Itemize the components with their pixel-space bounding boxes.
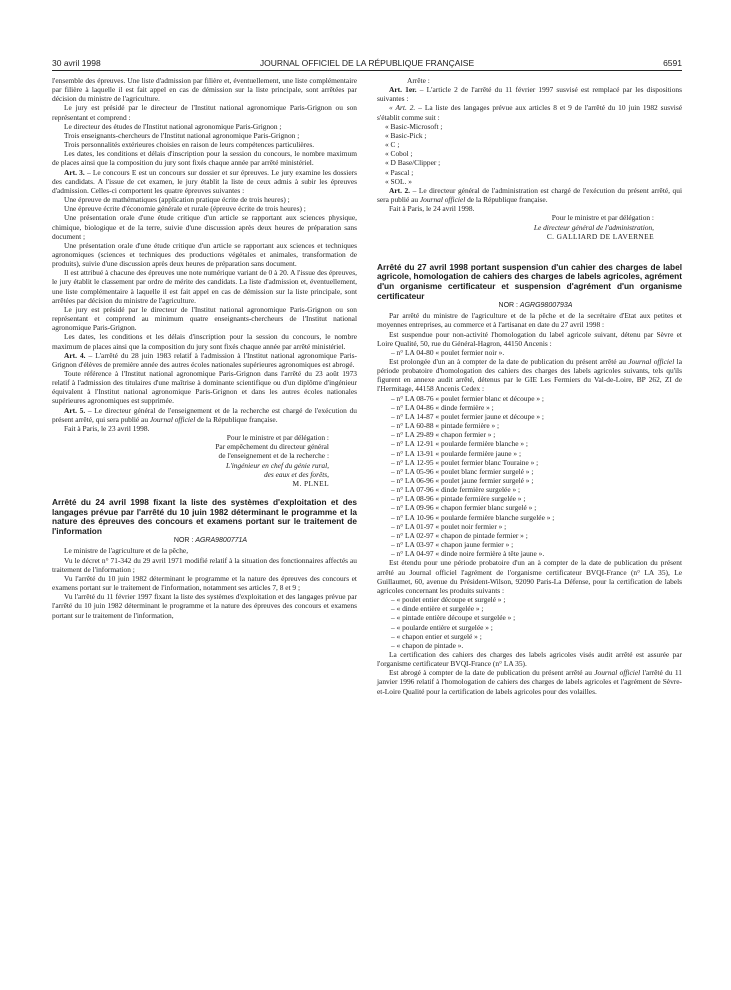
list-item: – n° LA 06-96 « poulet jaune fermier surgelé » ; — [391, 476, 534, 485]
article-label: Art. 3. — [64, 167, 85, 177]
nor-reference — [52, 536, 357, 546]
paragraph: Vu l'arrêté du 11 février 1997 fixant la liste des systèmes d'exploitation et des langages prévue par l'arrêté du 10 juin 1982 déterminant le programme et la nature des épreuves des concours et examens portant sur le traitement de l'information, — [52, 592, 357, 620]
quoted-article-text: – La liste des langages prévue aux articles 8 et 9 de l'arrêté du 10 juin 1982 susvisé s'établit comme suit : — [377, 103, 682, 122]
article-label: Art. 2. — [389, 185, 411, 195]
journal-officiel-italic: Journal officiel — [628, 356, 675, 366]
list-item: – n° LA 04-86 « dinde fermière » ; — [391, 402, 494, 412]
paragraph: Il est attribué à chacune des épreuves une note numérique variant de 0 à 20. A l'issue des épreuves, le jury établit le classement par ordre de mérite des candidats. La liste d'admission et, éventuellement, une liste complémentaire à laquelle il est fait appel en cas de démission sur la liste principale, sont arrêtées par décision du ministre de l'agriculture. — [52, 268, 357, 305]
paragraph — [377, 357, 682, 394]
arrete-heading: Arrête : — [407, 76, 430, 85]
paragraph: Par arrêté du ministre de l'agriculture et de la pêche et de la secrétaire d'Etat aux petites et moyennes entreprises, au commerce et à l'artisanat en date du 27 avril 1998 : — [377, 311, 682, 330]
article-label: Art. 1er. — [389, 85, 417, 95]
paragraph: La certification des cahiers des charges des labels agricoles visés audit arrêté est assurée par l'organisme certificateur BVQI-France (n° LA 35). — [377, 649, 682, 669]
list-item: – « poulet entier découpe et surgelé » ; — [391, 595, 506, 605]
article-4 — [52, 351, 357, 369]
list-item: – « chapon de pintade ». — [391, 640, 464, 650]
left-column — [52, 76, 357, 620]
list-item: – « poularde entière et surgelée » ; — [391, 622, 493, 632]
signature-date: Fait à Paris, le 24 avril 1998. — [389, 204, 475, 214]
nor-label: NOR : — [173, 537, 196, 545]
article-5 — [52, 406, 357, 424]
list-item: « Pascal ; — [385, 167, 414, 177]
paragraph: Trois personnalités extérieures choisies en raison de leurs compétences particulières. — [64, 140, 315, 150]
paragraph-text: l'arrêté du 11 janvier 1996 relatif à l'homologation de cahiers des charges de labels agricoles et l'agrément de Sèvre-et-Loire Qualité pour la certification de labels agricoles pour des volailles. — [377, 668, 682, 696]
article-1 — [377, 85, 682, 103]
article-text: de la République française. — [195, 414, 278, 424]
list-item: « Basic-Pick ; — [385, 130, 427, 140]
list-item: – n° LA 29-89 « chapon fermier » ; — [391, 430, 496, 440]
list-item: – n° LA 01-97 « poulet noir fermier » ; — [391, 521, 507, 531]
list-item: « SOL. » — [385, 176, 412, 186]
right-column — [377, 76, 682, 696]
list-item: – n° LA 05-96 « poulet blanc fermier surgelé » ; — [391, 466, 534, 476]
language-list — [377, 122, 682, 186]
list-item: « C ; — [385, 140, 400, 150]
article-text: – L'article 2 de l'arrêté du 11 février 1997 susvisé est remplacé par les dispositions suivantes : — [377, 85, 683, 104]
paragraph: Toute référence à l'Institut national agronomique Paris-Grignon dans l'arrêté du 23 août 1973 relatif à l'admission des titulaires d'une maîtrise à dominante scientifique ou d'un diplôme d'ingénieur équivalent à l'Institut national agronomique Paris-Grignon et dans les autres écoles nationales supérieures agronomiques est supprimée. — [52, 369, 357, 406]
article-text: – Le directeur général de l'administration est chargé de l'exécution du présent arrêté, qui sera publié au — [377, 185, 682, 205]
decree-title: Arrêté du 27 avril 1998 portant suspension d'un cahier des charges de label agricole, homologation de cahiers des charges de labels agricoles, agrément d'un organisme certificateur et suspension d'agrément d'un organisme certificateur — [377, 261, 682, 301]
article-text: de la République française. — [465, 195, 548, 205]
journal-officiel-italic: Journal officiel — [594, 668, 641, 678]
paragraph: Le jury est présidé par le directeur de l'Institut national agronomique Paris-Grignon ou son représentant et comprend : — [52, 103, 357, 122]
paragraph: Le ministre de l'agriculture et de la pêche, — [64, 546, 189, 556]
list-item: – n° LA 13-91 « poularde fermière jaune » ; — [391, 448, 521, 458]
article-2 — [377, 186, 682, 204]
list-item: « Cobol ; — [385, 149, 413, 159]
spacer — [377, 241, 682, 263]
list-item: – n° LA 12-91 « poularde fermière blanche » ; — [391, 439, 528, 449]
paragraph: Le directeur des études de l'Institut national agronomique Paris-Grignon ; — [64, 121, 282, 131]
list-item: – n° LA 08-76 « poulet fermier blanc et découpe » ; — [391, 393, 544, 403]
paragraph-text: la période probatoire d'homologation des cahiers des charges des labels agricoles suivants, tels qu'ils figurent en annexe audit arrêté, détenus par le GIE Les Fermiers du Val-de-Loire, BP 262, ZI de l'Hermitage, 44158 Ancenis Cedex : — [377, 356, 682, 394]
nor-code: AGRG9800793A — [519, 302, 573, 310]
decree-title: Arrêté du 24 avril 1998 fixant la liste des systèmes d'exploitation et des langages prévue par l'arrêté du 10 juin 1982 déterminant le programme et la nature des épreuves des concours et examens portant sur le traitement de l'information — [52, 497, 357, 536]
quoted-article-label: « Art. 2. — [389, 103, 416, 113]
article-text: – Le directeur général de l'enseignement et de la recherche est chargé de l'exécution du présent arrêté, qui sera publié au — [52, 405, 357, 424]
list-item: – n° LA 03-97 « chapon jaune fermier » ; — [391, 540, 514, 550]
list-item: – n° LA 10-96 « poularde fermière blanche surgelée » ; — [391, 512, 555, 522]
article-label: Art. 5. — [64, 405, 86, 415]
signature-line: Pour le ministre et par délégation : — [551, 213, 654, 223]
paragraph: Les dates, les conditions et les délais d'inscription pour la session du concours, le nombre maximum de places ainsi que la composition du jury sont fixés chaque année par arrêté ministériel. — [52, 332, 357, 351]
list-item: « D Base/Clipper ; — [385, 158, 441, 168]
article-label: Art. 4. — [64, 350, 86, 360]
nor-label: NOR : — [498, 302, 520, 310]
list-item: – n° LA 02-97 « chapon de pintade fermier » ; — [391, 530, 528, 540]
paragraph-text: Est prolongée d'un an à compter de la date de publication du présent arrêté au — [389, 356, 629, 366]
list-item: – « dinde entière et surgelée » ; — [391, 604, 484, 614]
paragraph: l'ensemble des épreuves. Une liste d'admission par filière et, éventuellement, une liste complémentaire par filière à laquelle il est fait appel en cas de démission sur la liste principale, sont arrêtées par décision du ministre de l'agriculture. — [52, 76, 357, 104]
paragraph: Une présentation orale d'une étude critique d'un article se rapportant aux sciences physique, chimique, biologique et de la terre, suivie d'une discussion après deux heures de préparation sans document ; — [52, 213, 357, 241]
paragraph: Est étendu pour une période probatoire d'un an à compter de la date de publication du présent arrêté au Journal officiel l'agrément de l'organisme certificateur BVQI-France (n° LA 35), Le Guillaumet, 60, avenue du Président-Wilson, 92090 Paris-La Défense, pour la certification de labels agricoles concernant les produits suivants : — [377, 558, 682, 595]
signature-line: Le directeur général de l'administration, — [533, 222, 654, 232]
signatory-name: M. PLNEL — [292, 478, 329, 488]
signature-line: L'ingénieur en chef du génie rural, — [226, 460, 329, 470]
paragraph: Vu l'arrêté du 10 juin 1982 déterminant le programme et la nature des épreuves des concours et examens portant sur le traitement de l'information, notamment ses articles 7, 8 et 9 ; — [52, 573, 357, 593]
paragraph: Est suspendue pour non-activité l'homologation du label agricole suivant, détenu par Sèvre et Loire Qualité, 50, rue du Général-Hagron, 44150 Ancenis : — [377, 329, 682, 348]
list-item: « Basic-Microsoft ; — [385, 121, 443, 131]
paragraph-text: Est abrogé à compter de la date de publication du présent arrêté au — [389, 668, 595, 678]
list-item: – « pintade entière découpe et surgelée » ; — [391, 613, 516, 623]
signature-line: Par empêchement du directeur général — [215, 442, 329, 452]
list-item: – « chapon entier et surgelé » ; — [391, 631, 482, 641]
header-title: JOURNAL OFFICIEL DE LA RÉPUBLIQUE FRANÇAISE — [259, 58, 475, 68]
list-item: – n° LA 09-96 « chapon fermier blanc surgelé » ; — [391, 503, 537, 513]
paragraph: Le jury est présidé par le directeur de l'Institut national agronomique Paris-Grignon ou son représentant et comprend au minimum quatre enseignants-chercheurs de l'Institut national agronomique Paris-Grignon. — [52, 304, 357, 333]
signatory-name: C. GALLIARD DE LAVERNEE — [546, 231, 654, 241]
nor-reference — [377, 301, 682, 311]
nor-code: AGRA9800771A — [195, 537, 248, 545]
list-item: – n° LA 07-96 « dinde fermière surgelée » ; — [391, 485, 521, 495]
list-item: – n° LA 60-88 « pintade fermière » ; — [391, 421, 500, 431]
list-item: – n° LA 08-96 « pintade fermière surgelée » ; — [391, 494, 526, 504]
label-list — [377, 394, 682, 559]
list-item: – n° LA 04-97 « dinde noire fermière à tête jaune ». — [391, 549, 545, 559]
article-text: – Le concours E est un concours sur dossier et sur épreuves. Le jury examine les dossiers des candidats. A l'issue de cet examen, le jury établit la liste de ceux admis à subir les épreuves d'admission. Celles-ci comportent les quatre épreuves suivantes : — [52, 167, 357, 195]
list-item: – n° LA 12-95 « poulet fermier blanc Touraine » ; — [391, 457, 539, 467]
paragraph: Les dates, les conditions et délais d'inscription pour la session du concours, le nombre maximum de places ainsi que la composition du jury sont fixés chaque année par arrêté ministériel. — [52, 149, 357, 168]
paragraph — [377, 668, 682, 695]
signature-line: Pour le ministre et par délégation : — [226, 433, 329, 443]
article-text: – L'arrêté du 28 juin 1983 relatif à l'admission à l'Institut national agronomique Paris-Grignon d'élèves de première année des autres écoles nationales supérieures agronomiques est abrogé. — [52, 350, 357, 369]
article-3 — [52, 168, 357, 195]
paragraph: Trois enseignants-chercheurs de l'Institut national agronomique Paris-Grignon ; — [64, 130, 300, 140]
journal-officiel-italic: Journal officiel — [419, 195, 466, 205]
header-page-number: 6591 — [663, 58, 682, 68]
list-item: – n° LA 04-80 « poulet fermier noir ». — [391, 347, 505, 357]
signature-line: des eaux et des forêts, — [263, 469, 329, 479]
header-date: 30 avril 1998 — [52, 58, 101, 68]
signature-line: de l'enseignement et de la recherche : — [218, 451, 329, 461]
product-list — [377, 595, 682, 650]
paragraph: Une épreuve de mathématiques (application pratique écrite de trois heures) ; — [64, 195, 290, 205]
list-item: – n° LA 14-87 « poulet fermier jaune et découpe » ; — [391, 411, 544, 421]
paragraph: Une épreuve écrite d'économie générale et rurale (épreuve écrite de trois heures) ; — [64, 204, 306, 214]
quoted-article — [377, 103, 682, 121]
journal-officiel-italic: Journal officiel — [149, 414, 196, 424]
paragraph: Une présentation orale d'une étude critique d'un article se rapportant aux sciences et techniques agronomiques (sciences et techniques des productions végétales et animales, transformation de produits), suivie d'une discussion après deux heures de préparation sans document. — [52, 240, 357, 269]
signature-date: Fait à Paris, le 23 avril 1998. — [64, 423, 150, 433]
paragraph: Vu le décret n° 71-342 du 29 avril 1971 modifié relatif à la situation des fonctionnaires affectés au traitement de l'information ; — [52, 555, 357, 574]
header-rule — [52, 70, 682, 71]
